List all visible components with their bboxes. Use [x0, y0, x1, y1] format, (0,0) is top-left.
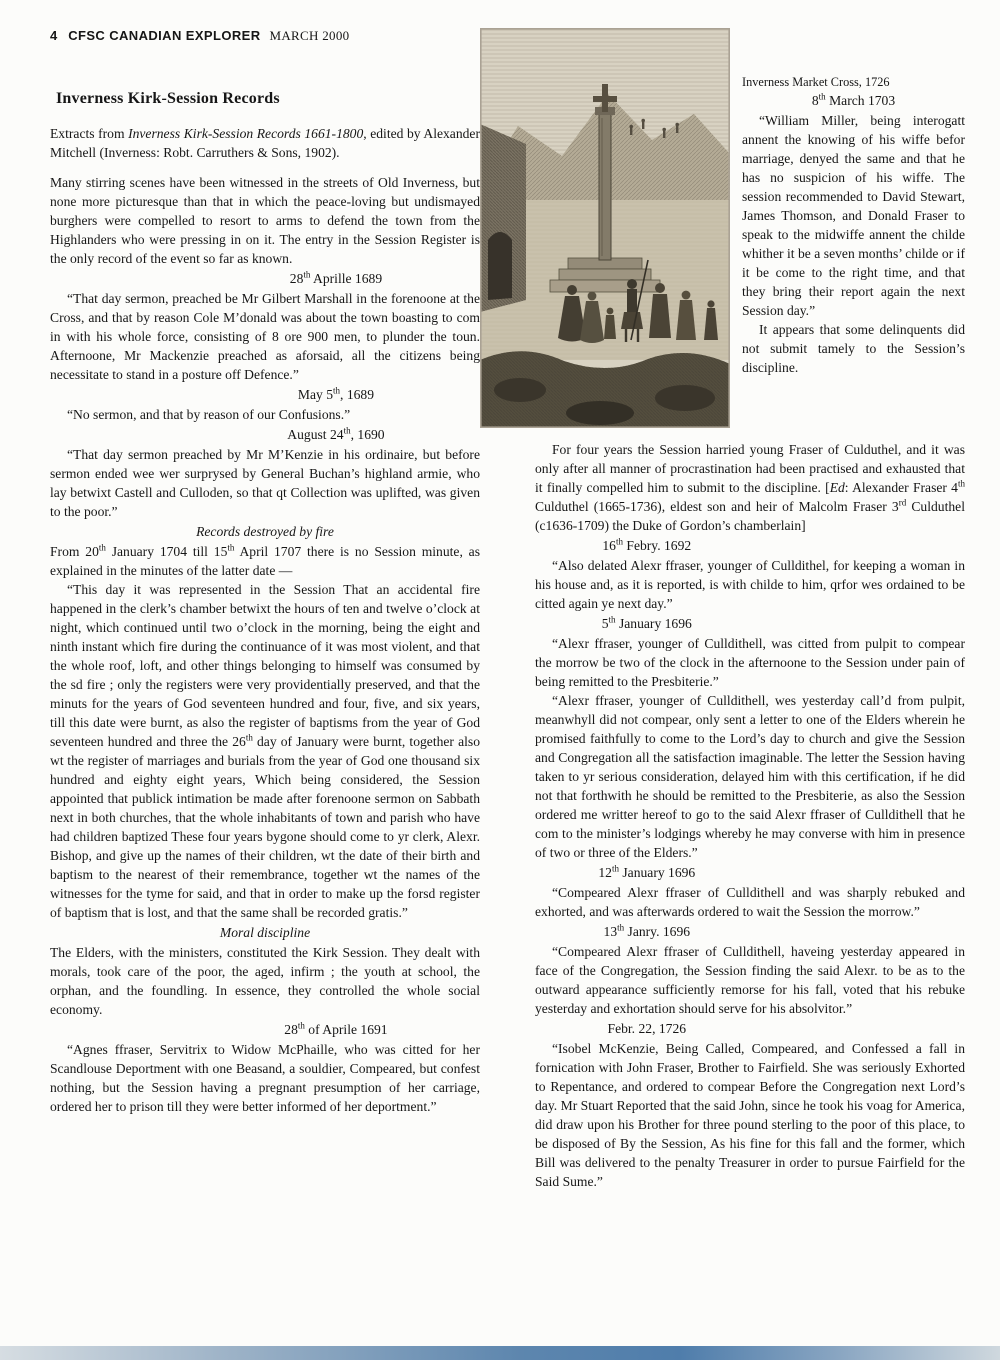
left-column [50, 28, 480, 1116]
paragraph-fire-intro: From 20th January 1704 till 15th April 1707 there is no Session minute, as explained in the minutes of the latter date — [50, 542, 481, 578]
source-title: Inverness Kirk-Session Records 1661-1800 [128, 126, 364, 141]
engraving-graphic [480, 28, 730, 428]
paragraph-may-1689: “No sermon, and that by reason of our Confusions.” [67, 407, 351, 422]
scanned-page-edge [0, 1346, 1000, 1360]
newsletter-title: CFSC CANADIAN EXPLORER [68, 28, 261, 43]
dateline-5-january-1696: 5th January 1696 [601, 614, 692, 631]
intro-text-pre: Extracts from [50, 126, 129, 141]
paragraph-january-1696-a: “Alexr ffraser, younger of Culldithell, was citted from pulpit to compear the morrow be two of the clock in the afternoone to the Session under pain of being remitted to the Presbiterie.” [535, 636, 965, 689]
paragraph-febry-1692: “Also delated Alexr ffraser, younger of Culldithel, for keeping a woman in his house and, as it is reported, is with childe to him, qrfor wes ordained to be citted again ye next day.” [535, 558, 965, 611]
issue-date: MARCH 2000 [269, 28, 350, 43]
paragraph-13-janry-1696: “Compeared Alexr ffraser of Culldithell, haveing yesterday appeared in face of the Congregation, the Session finding the said Alexr. to be as to the outward appearance sufficiently remorse for his fall, voted that his rebuke yesterday and exhortation should serve for his absolvitor.” [535, 944, 965, 1016]
paragraph-january-1696-b: “Alexr ffraser, younger of Culldithell, wes yesterday call’d from pulpit, meanwhyll did not compear, only sent a letter to one of the Elders wherein he promised faithfully to come to the Lord’s day to church and give the Session and Congregation all the satisfaction imaginable. The letter the Session having taken to yr serious consideration, delayed him with this certification, if he did not that forthwith he should be remitted to the Presbiterie, as also the Session ordered me writter hereof to go to the said Alexr ffraser of Culldithell that he com to the minister’s lodgings whereby he may converse with him in presence of two or three of the Elders.” [535, 693, 965, 860]
paragraph-august-1690: “That day sermon preached by Mr M’Kenzie in his ordinaire, but before sermon ended wee wer surprysed by General Buchan’s highland armie, who lay betwixt Castell and Culloden, so that qt Collection was uplifted, was given to the poor.” [50, 447, 480, 519]
dateline-april-1689: 28th Aprille 1689 [289, 269, 383, 286]
page-header [50, 28, 480, 44]
article-title: Inverness Kirk-Session Records [56, 90, 280, 107]
paragraph-12-january-1696: “Compeared Alexr ffraser of Culldithell and was sharply rebuked and exhorted, and was afterwards ordered to wait the Session the morrow.” [535, 885, 965, 919]
dateline-aprile-1691: 28th of Aprile 1691 [284, 1020, 388, 1037]
paragraph-william-miller: “William Miller, being interogatt annent the knowing of his wiffe befor marriage, denyed the same and that he has no suspicion of his wiffe. The session recommended to David Stewart, James Thomson, and Donald Fraser to speak to the midwiffe annent the childe whither it be a seven months’ childe or if it be come to the right time, and that they bring their report again the next Session day.” [742, 113, 965, 318]
intro-text-post: , edited by Alexander Mitchell (Inverness: Robt. Carruthers & Sons, 1902). [50, 126, 480, 160]
dateline-13-janry-1696: 13th Janry. 1696 [603, 922, 691, 939]
editor-note-label: Ed [829, 480, 845, 495]
editor-note-text: : Alexander Fraser 4th Culduthel (1665-1736), eldest son and heir of Malcolm Fraser 3rd Culduthel (c1636-1709) the Duke of Gordon’s chamberlain] [535, 478, 965, 533]
subhead-records-destroyed: Records destroyed by fire [196, 524, 334, 539]
dateline-12-january-1696: 12th January 1696 [598, 863, 696, 880]
paragraph-isobel-mckenzie: “Isobel McKenzie, Being Called, Compeared, and Confessed a fall in fornication with John Fraser, Brother to Fairfield. She was seriously Exhorted to Repentance, and ordered to compear Before the Congregation next Lord’s day. Mr Stuart Reported that the said John, since he took his voag for America, did draw upon his Brother for three pound sterling to the poor of this place, to be disposed of By the Session, As his fine for this fall and the former, which Bill was delivered to the penalty Treasurer in order to pursue Fairfield for the Said Sume.” [535, 1041, 965, 1189]
dateline-may-1689: May 5th, 1689 [297, 385, 374, 402]
figure-caption: Inverness Market Cross, 1726 [742, 75, 890, 89]
subhead-moral-discipline: Moral discipline [219, 925, 311, 940]
page-content [50, 28, 965, 1191]
dateline-march-1703: 8th March 1703 [811, 91, 896, 108]
dateline-august-1690: August 24th, 1690 [287, 425, 385, 442]
culduthel-text: For four years the Session harried young Fraser of Culduthel, and it was only after all manner of procrastination had been practised and exhausted that it finally compelled him to submit to the discipline. [ [535, 442, 965, 495]
paragraph-april-1689: “That day sermon, preached be Mr Gilbert Marshall in the forenoone at the Cross, and that by reason Cole M’donald was about the town boasting to com in with his whole force, consisting of 8 ore 900 men, to plunder the toun. Afternoone, Mr Mackenzie preached as aforsaid, all the citizens being necessitate to stand in a posture off Defence.” [50, 291, 480, 382]
paragraph-elders: The Elders, with the ministers, constituted the Kirk Session. They dealt with morals, took care of the poor, the aged, infirm ; the youth at school, the orphan, and the foundling. In essence, they controlled the whole social economy. [50, 945, 480, 1017]
paragraph-fire-account: “This day it was represented in the Session That an accidental fire happened in the clerk’s chamber betwixt the hours of ten and twelve o’clock at night, which continued until two o’clock in the morning, being the eight and ninth instant which fire during the continuance of it was most violent, and that the whole roof, loft, and other things belonging to himself was consumed by the sd fire ; only the registers were very providentially preserved, and that the minuts for the years of God seventeen hundred and four, five, and six years, till this date were burnt, as also the register of baptisms from the year of God seventeen hundred and three the 26th day of January were burnt, together also wt the register of marriages and burials from the year of God one thousand six hundred and eighty eight years, Which being considered, the Session appointed that publick intimation be made after forenoone sermon on Sabbath next in both churches, that the whole inhabitants of town and parish who have had children baptized These four years bygone should come to yr clerk, Alexr. Bishop, and give up the names of their children, wt the date of their birth and baptism to the nearest of their remembrance, together wt the names of the witnesses for the tyme for said, and that in order to make up the forsd register of baptism that is lost, and that the same shall be recorded gratis.” [50, 582, 480, 920]
right-column [535, 28, 965, 1191]
paragraph-agnes-ffraser: “Agnes ffraser, Servitrix to Widow McPhaille, who was citted for her Scandlouse Deportment with one Beasand, a souldier, Compeared, but confest nothing, but the Session having a pregnant presumption of her carriage, ordered her to prison till they were better informed of her deportment.” [50, 1042, 480, 1114]
paragraph-delinquents: It appears that some delinquents did not submit tamely to the Session’s discipline. [742, 322, 965, 375]
page-number: 4 [50, 28, 58, 43]
paragraph-culduthel [535, 438, 965, 535]
dateline-febry-1692: 16th Febry. 1692 [602, 536, 692, 553]
dateline-febr-1726: Febr. 22, 1726 [607, 1021, 687, 1036]
paragraph-stirring-scenes: Many stirring scenes have been witnessed in the streets of Old Inverness, but none more picturesque than that in which the peace-loving but undismayed burghers were compelled to resort to arms to defend the town from the Highlanders who were pressing in on it. The entry in the Session Register is the only record of the event so far as known. [50, 175, 480, 266]
engraving-image [480, 28, 730, 428]
intro-paragraph [50, 124, 480, 162]
